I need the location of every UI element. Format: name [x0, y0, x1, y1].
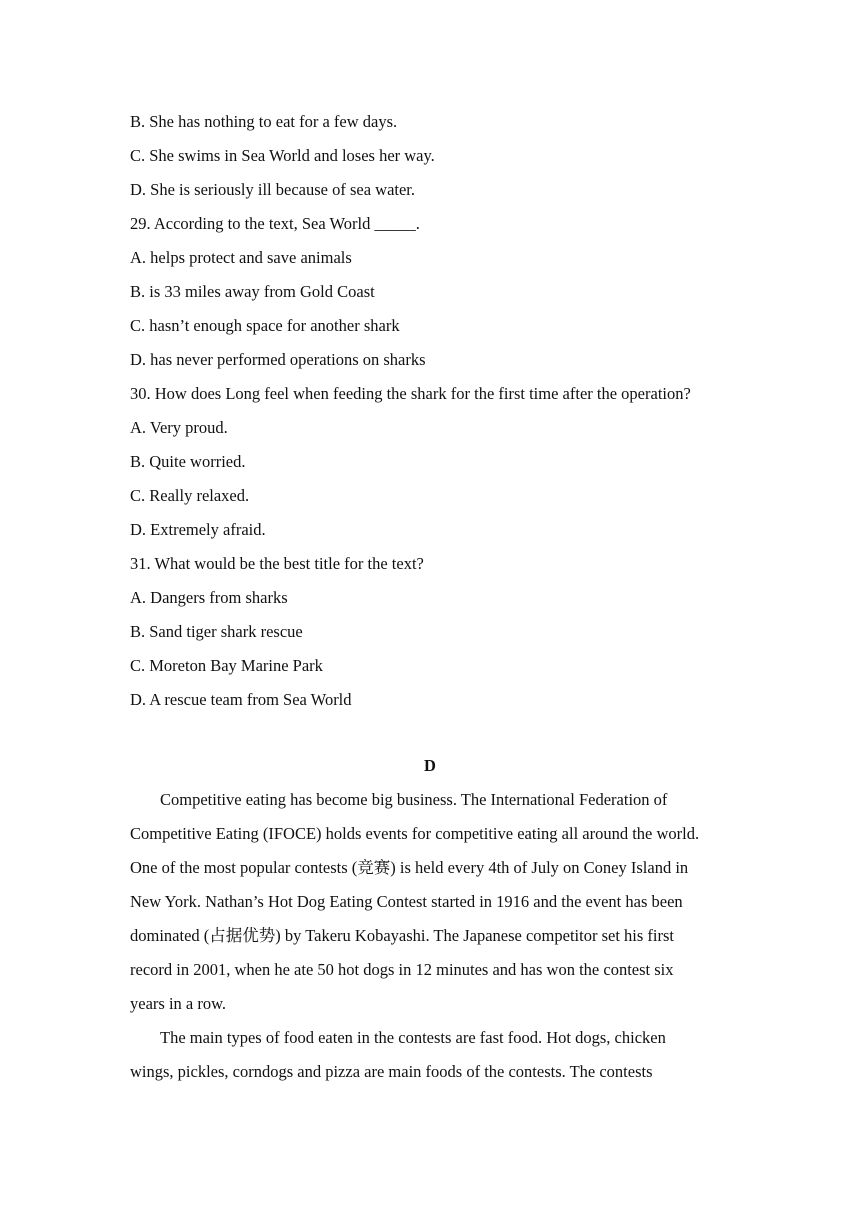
option-28d: D. She is seriously ill because of sea water.: [130, 180, 416, 199]
passage-line: Competitive Eating (IFOCE) holds events for competitive eating all around the world.: [130, 824, 700, 843]
option-31a: A. Dangers from sharks: [130, 588, 288, 607]
option-30c: C. Really relaxed.: [130, 486, 250, 505]
question-29: 29. According to the text, Sea World _____.: [130, 214, 420, 233]
option-28c: C. She swims in Sea World and loses her way.: [130, 146, 435, 165]
question-30: 30. How does Long feel when feeding the shark for the first time after the operation?: [130, 384, 691, 403]
option-30b: B. Quite worried.: [130, 452, 246, 471]
option-29b: B. is 33 miles away from Gold Coast: [130, 282, 375, 301]
option-31d: D. A rescue team from Sea World: [130, 690, 352, 709]
option-31b: B. Sand tiger shark rescue: [130, 622, 303, 641]
section-heading: D: [424, 756, 436, 775]
passage-line: One of the most popular contests (竞赛) is held every 4th of July on Coney Island in: [130, 858, 689, 877]
passage-line: The main types of food eaten in the contests are fast food. Hot dogs, chicken: [160, 1028, 666, 1047]
question-31: 31. What would be the best title for the text?: [130, 554, 424, 573]
passage-line: wings, pickles, corndogs and pizza are main foods of the contests. The contests: [130, 1062, 653, 1081]
passage-line: New York. Nathan’s Hot Dog Eating Contest started in 1916 and the event has been: [130, 892, 683, 911]
option-30d: D. Extremely afraid.: [130, 520, 266, 539]
option-29c: C. hasn’t enough space for another shark: [130, 316, 400, 335]
option-31c: C. Moreton Bay Marine Park: [130, 656, 323, 675]
passage-line: Competitive eating has become big business. The International Federation of: [160, 790, 668, 809]
option-28b: B. She has nothing to eat for a few days.: [130, 112, 398, 131]
option-29d: D. has never performed operations on sharks: [130, 350, 426, 369]
passage-line: years in a row.: [130, 994, 227, 1013]
passage-line: record in 2001, when he ate 50 hot dogs in 12 minutes and has won the contest six: [130, 960, 674, 979]
option-30a: A. Very proud.: [130, 418, 228, 437]
option-29a: A. helps protect and save animals: [130, 248, 352, 267]
passage-line: dominated (占据优势) by Takeru Kobayashi. The Japanese competitor set his first: [130, 926, 674, 945]
